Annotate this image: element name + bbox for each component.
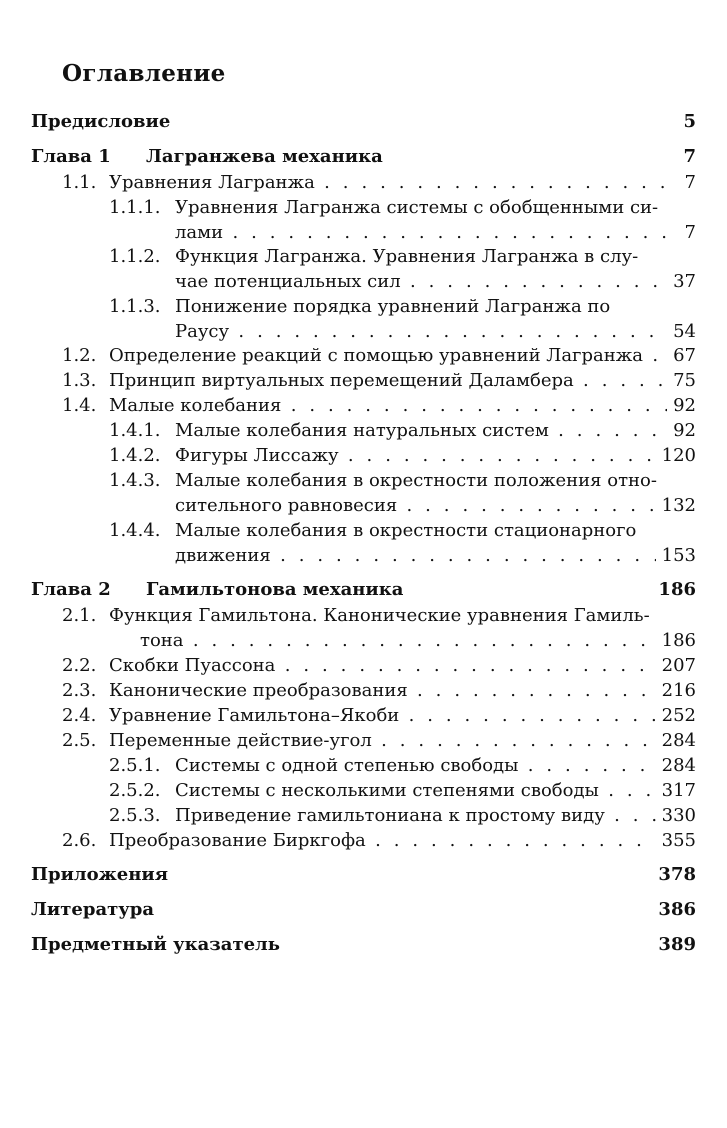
toc-page-number: 284 (656, 728, 696, 754)
subsection-number: 1.4.4. (109, 520, 161, 541)
toc-entry-title: Приложения (31, 864, 169, 885)
chapter-number: Глава 1 (31, 146, 111, 167)
toc-entry-title-cont: чае потенциальных сил . . . (175, 269, 692, 295)
toc-entry-title: Функция Лагранжа. Уравнения Лагранжа в слу- (175, 246, 639, 267)
toc-page-number: 389 (652, 932, 696, 958)
section-number: 2.3. (62, 680, 97, 701)
toc-page-number: 317 (656, 778, 696, 804)
subsection-number: 2.5.2. (109, 780, 161, 801)
subsection-number: 1.4.2. (109, 445, 161, 466)
toc-subsection[interactable] (0, 418, 727, 444)
toc-section[interactable] (0, 343, 727, 369)
toc-section[interactable] (0, 603, 727, 629)
toc-entry-title: Уравнения Лагранжа системы с обобщенными си- (175, 197, 659, 218)
toc-subsection[interactable] (0, 753, 727, 779)
subsection-number: 1.1.3. (109, 296, 161, 317)
toc-entry-continuation[interactable] (0, 628, 727, 654)
toc-section[interactable] (0, 678, 727, 704)
toc-page-number: 378 (652, 862, 696, 888)
toc-entry-title: Предисловие (31, 111, 171, 132)
toc-entry-title-cont: тона . . . (140, 628, 692, 654)
toc-page-number: 7 (679, 220, 696, 246)
toc-page-number: 186 (656, 628, 696, 654)
toc-main-entry[interactable] (0, 897, 727, 923)
toc-section[interactable] (0, 703, 727, 729)
toc-subsection[interactable] (0, 294, 727, 320)
toc-page-number: 252 (656, 703, 696, 729)
subsection-number: 1.4.1. (109, 420, 161, 441)
subsection-number: 1.1.2. (109, 246, 161, 267)
section-number: 1.2. (62, 345, 97, 366)
subsection-number: 1.1.1. (109, 197, 161, 218)
toc-entry-title: Приведение гамильтониана к простому виду . . . (175, 803, 692, 829)
toc-subsection[interactable] (0, 468, 727, 494)
toc-entry-title: Канонические преобразования . . . (109, 678, 692, 704)
toc-subsection[interactable] (0, 518, 727, 544)
toc-subsection[interactable] (0, 244, 727, 270)
toc-section[interactable] (0, 368, 727, 394)
subsection-number: 2.5.1. (109, 755, 161, 776)
toc-entry-title-cont: движения . . . (175, 543, 692, 569)
toc-entry-title: Уравнения Лагранжа . . . (109, 170, 692, 196)
toc-page-number: 284 (656, 753, 696, 779)
toc-entry-title: Понижение порядка уравнений Лагранжа по (175, 296, 611, 317)
toc-entry-continuation[interactable] (0, 269, 727, 295)
toc-entry-title: Системы с одной степенью свободы . . . (175, 753, 692, 779)
toc-page-number: 92 (667, 418, 696, 444)
toc-entry-title: Принцип виртуальных перемещений Даламбера . . . (109, 368, 692, 394)
toc-entry-continuation[interactable] (0, 543, 727, 569)
toc-section[interactable] (0, 653, 727, 679)
toc-page-number: 386 (652, 897, 696, 923)
toc-page-number: 207 (656, 653, 696, 679)
toc-subsection[interactable] (0, 443, 727, 469)
section-number: 2.5. (62, 730, 97, 751)
toc-page-number: 92 (667, 393, 696, 419)
toc-entry-title: Скобки Пуассона . . . (109, 653, 692, 679)
toc-section[interactable] (0, 728, 727, 754)
section-number: 2.4. (62, 705, 97, 726)
toc-section[interactable] (0, 828, 727, 854)
chapter-number: Глава 2 (31, 579, 111, 600)
toc-page-number: 75 (667, 368, 696, 394)
subsection-number: 2.5.3. (109, 805, 161, 826)
toc-entry-title: Системы с несколькими степенями свободы . . . (175, 778, 692, 804)
toc-section[interactable] (0, 393, 727, 419)
toc-chapter[interactable] (0, 144, 727, 170)
section-number: 2.1. (62, 605, 97, 626)
toc-page-number: 132 (656, 493, 696, 519)
section-number: 1.4. (62, 395, 97, 416)
toc-entry-continuation[interactable] (0, 220, 727, 246)
toc-main-entry[interactable] (0, 109, 727, 135)
page-title: Оглавление (62, 60, 226, 87)
toc-entry-title: Предметный указатель (31, 934, 280, 955)
toc-entry-title: Малые колебания в окрестности положения отно- (175, 470, 657, 491)
toc-main-entry[interactable] (0, 932, 727, 958)
section-number: 1.1. (62, 172, 97, 193)
chapter-title: Гамильтонова механика (146, 579, 404, 600)
toc-page-number: 7 (677, 144, 696, 170)
toc-page-number: 120 (656, 443, 696, 469)
toc-page-number: 67 (667, 343, 696, 369)
toc-page-number: 54 (667, 319, 696, 345)
toc-subsection[interactable] (0, 803, 727, 829)
toc-subsection[interactable] (0, 778, 727, 804)
toc-page-number: 216 (656, 678, 696, 704)
toc-entry-title-cont: Раусу . . . (175, 319, 692, 345)
toc-page-number: 5 (677, 109, 696, 135)
toc-entry-title: Фигуры Лиссажу . . . (175, 443, 692, 469)
section-number: 1.3. (62, 370, 97, 391)
toc-entry-title: Малые колебания . . . (109, 393, 692, 419)
toc-page-number: 355 (656, 828, 696, 854)
toc-entry-title: Функция Гамильтона. Канонические уравнения Гамиль- (109, 605, 650, 626)
toc-entry-title-cont: лами . . . (175, 220, 692, 246)
chapter-title: Лагранжева механика (146, 146, 383, 167)
toc-entry-title: Уравнение Гамильтона–Якоби . . . (109, 703, 692, 729)
toc-subsection[interactable] (0, 195, 727, 221)
toc-entry-title: Преобразование Биркгофа . . . (109, 828, 692, 854)
section-number: 2.2. (62, 655, 97, 676)
toc-entry-title: Литература (31, 899, 155, 920)
subsection-number: 1.4.3. (109, 470, 161, 491)
toc-chapter[interactable] (0, 577, 727, 603)
toc-entry-title: Малые колебания в окрестности стационарного (175, 520, 637, 541)
toc-entry-title: Переменные действие-угол . . . (109, 728, 692, 754)
toc-entry-title: Малые колебания натуральных систем . . . (175, 418, 692, 444)
toc-page-number: 37 (667, 269, 696, 295)
toc-entry-continuation[interactable] (0, 319, 727, 345)
toc-page-number: 186 (652, 577, 696, 603)
toc-entry-continuation[interactable] (0, 493, 727, 519)
toc-page-number: 153 (656, 543, 696, 569)
toc-page-number: 7 (679, 170, 696, 196)
toc-page-number: 330 (656, 803, 696, 829)
toc-section[interactable] (0, 170, 727, 196)
toc-entry-title-cont: сительного равновесия . . . (175, 493, 692, 519)
section-number: 2.6. (62, 830, 97, 851)
toc-main-entry[interactable] (0, 862, 727, 888)
toc-entry-title: Определение реакций с помощью уравнений Лагранжа . . . (109, 343, 692, 369)
